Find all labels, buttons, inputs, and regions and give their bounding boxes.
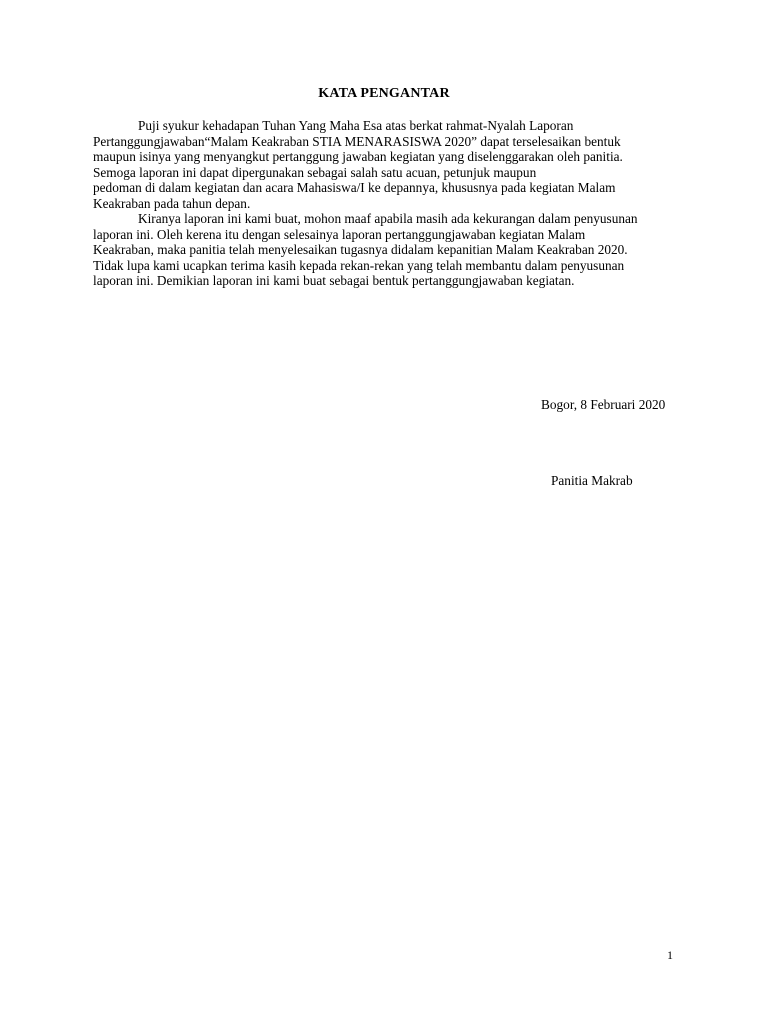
paragraph-line: laporan ini. Oleh kerena itu dengan selesainya laporan pertanggungjawaban kegiatan Malam [93,226,586,242]
paragraph-line: Puji syukur kehadapan Tuhan Yang Maha Esa atas berkat rahmat-Nyalah Laporan [138,118,574,133]
paragraph-line: Keakraban pada tahun depan. [93,195,251,211]
paragraph-line: Semoga laporan ini dapat dipergunakan sebagai salah satu acuan, petunjuk maupun [93,164,537,180]
paragraph-line: Tidak lupa kami ucapkan terima kasih kepada rekan-rekan yang telah membantu dalam penyusunan [93,257,625,273]
paragraph-line: pedoman di dalam kegiatan dan acara Mahasiswa/I ke depannya, khususnya pada kegiatan Malam [93,180,616,195]
page-number: 1 [667,948,673,962]
page-title: KATA PENGANTAR [318,86,450,101]
paragraph-line: Pertanggungjawaban“Malam Keakraban STIA MENARASISWA 2020” dapat terselesaikan bentuk [93,133,621,149]
paragraph-line: laporan ini. Demikian laporan ini kami buat sebagai bentuk pertanggungjawaban kegiatan. [93,273,575,288]
paragraph-line: maupun isinya yang menyangkut pertanggung jawaban kegiatan yang diselenggarakan oleh panitia. [93,149,623,164]
signature: Panitia Makrab [551,473,633,488]
body-text [93,118,693,289]
paragraph-line: Keakraban, maka panitia telah menyelesaikan tugasnya didalam kepanitian Malam Keakraban 2020. [93,242,628,257]
paragraph-line: Kiranya laporan ini kami buat, mohon maaf apabila masih ada kekurangan dalam penyusunan [138,211,638,226]
date-line: Bogor, 8 Februari 2020 [541,397,666,412]
